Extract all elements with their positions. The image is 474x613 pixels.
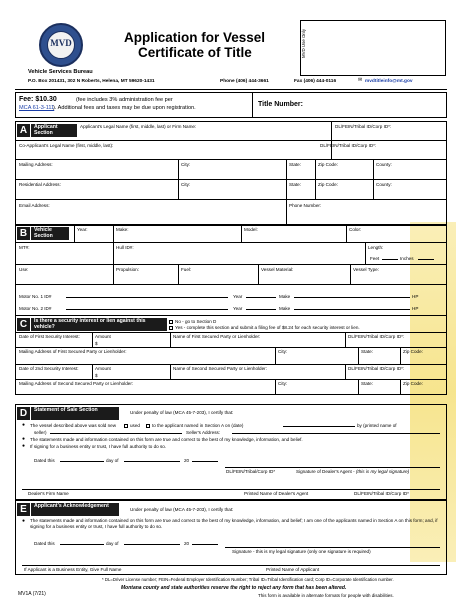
printed-applicant-label: Printed Name of Applicant: [266, 567, 320, 572]
section-e-letter: E: [17, 503, 30, 516]
first-lienholder-state-label: State:: [361, 349, 374, 354]
dealer-dl-label: DL/FEIN/Tribal ID/Corp ID*: [354, 491, 409, 496]
section-c-letter: C: [17, 318, 30, 331]
dealer-signature-label: Signature of Dealer's Agent - (this is my legal signature): [296, 469, 410, 474]
seller-label: seller): [34, 430, 47, 435]
form-title-line1: Application for Vessel: [124, 30, 266, 45]
sale-dated-label: Dated this: [34, 458, 55, 463]
propulsion-label: Propulsion:: [116, 267, 139, 272]
second-lienholder-state-label: State:: [361, 381, 374, 386]
motor2-hp-label: HP: [412, 306, 419, 311]
sold-new-checkbox[interactable]: [124, 424, 128, 428]
residential-state-label: State:: [289, 182, 302, 187]
agency-fax: Fax (406) 444-0116: [294, 79, 337, 84]
fuel-label: Fuel:: [181, 267, 192, 272]
second-lienholder-zip-label: Zip Code:: [403, 381, 423, 386]
dealer-firm-name-label: Dealer's Firm Name: [28, 491, 69, 496]
residential-city-label: City:: [181, 182, 191, 187]
length-feet-label: Feet: [370, 256, 380, 261]
date-first-security-label: Date of First Security Interest:: [19, 334, 80, 339]
motor1-make-label: Make: [279, 294, 291, 299]
motor1-hp-label: HP: [412, 294, 419, 299]
length-inches-label: Inches: [400, 256, 414, 261]
form-id: MV1A (7/21): [18, 591, 46, 597]
sold-used-checkbox[interactable]: [146, 424, 150, 428]
sale-perjury-text: Under penalty of law (MCA 45-7-203), I certify that:: [130, 410, 234, 415]
applicant-name-label: Applicant's Legal Name (first, middle, last) or Firm Name:: [80, 124, 197, 129]
rights-statement: Montana county and state authorities reserve the right to reject any form that has been altered.: [121, 585, 347, 591]
vehicle-color-label: Color:: [349, 227, 362, 232]
mailing-state-label: State:: [289, 162, 302, 167]
ack-dated-label: Dated this: [34, 541, 55, 546]
sold-text-a: The vessel described above was sold new: [30, 423, 117, 428]
first-lienholder-name-label: Name of First Secured Party or Lienholder:: [173, 334, 261, 339]
section-a-title: Applicant Section: [31, 124, 77, 137]
sold-by-label: by (printed name of: [357, 423, 397, 428]
fee-note-a: (fee includes 3% administration fee per: [76, 97, 173, 103]
mvd-use-only-box: [300, 20, 446, 76]
second-lienholder-mailing-label: Mailing Address of Second Secured Party or Lienholder:: [19, 381, 134, 386]
sale-business-statement: If signing for a business entity or trust, I have full authority to do so.: [30, 444, 167, 449]
sold-text-b: to the applicant named in Section A on (date): [152, 423, 244, 428]
vehicle-model-label: Model:: [244, 227, 258, 232]
motor2-make-label: Make: [279, 306, 291, 311]
bureau-name: Vehicle Services Bureau: [28, 69, 93, 75]
first-lienholder-dl-label: DL/FEIN/Tribal ID/Corp ID*:: [348, 334, 405, 339]
residential-county-label: County:: [376, 182, 392, 187]
first-lienholder-city-label: City:: [278, 349, 288, 354]
section-c-title: Is there a security interest or lien against this vehicle?: [31, 318, 167, 331]
agency-address: P.O. Box 201431, 302 N Roberts, Helena, MT 59620-1431: [28, 79, 155, 84]
title-number-label: Title Number:: [258, 101, 303, 108]
lien-yes-checkbox[interactable]: [169, 326, 173, 330]
vessel-type-label: Vessel Type:: [353, 267, 379, 272]
section-a-letter: A: [17, 124, 30, 137]
sale-year-label: 20: [184, 458, 190, 463]
mailing-county-label: County:: [376, 162, 392, 167]
fee-note-b: ). Additional fees and taxes may be due upon registration.: [53, 105, 196, 111]
dealer-agent-printed-label: Printed Name of Dealer's Agent: [244, 491, 309, 496]
vehicle-make-label: Make:: [116, 227, 129, 232]
motor2-year-label: Year: [233, 306, 243, 311]
mailing-zip-label: Zip Code:: [318, 162, 338, 167]
lien-no-label: No - go to Section D: [175, 319, 217, 324]
footnote-text: * DL=Driver License number; FEIN=Federal Employer Identification Number; Tribal ID=Tribal Identification card; Corp ID=Corporate Identification number.: [102, 577, 394, 582]
date-second-security-label: Date of 2nd Security Interest:: [19, 366, 79, 371]
sale-true-statement: The statements made and information contained on this form are true and correct to the best of my knowledge, information, and belief.: [30, 437, 303, 442]
seal-text: MVD: [50, 38, 72, 48]
applicant-dl-label: DL/FEIN/Tribal ID/Corp ID*:: [335, 124, 392, 129]
sale-day-of-label: day of: [106, 458, 119, 463]
amount-second-label: Amount: [95, 366, 111, 371]
vessel-material-label: Vessel Material:: [261, 267, 294, 272]
business-entity-label: If Applicant is a Business Entity, Give Full Name: [24, 567, 122, 572]
lien-yes-label: Yes - complete this section and submit a filing fee of $8.24 for each security interest or lien.: [175, 325, 360, 330]
motor1-year-label: Year: [233, 294, 243, 299]
amount-second-dollar: $: [95, 373, 98, 378]
second-lienholder-name-label: Name of Second Secured Party or Lienholder:: [173, 366, 267, 371]
agency-phone: Phone (406) 444-3661: [220, 79, 269, 84]
dealer-id-label: DL/FEIN/Tribal/Corp ID*: [226, 469, 276, 474]
residential-zip-label: Zip Code:: [318, 182, 338, 187]
mail-icon: ✉: [358, 77, 363, 83]
hull-id-label: Hull ID#:: [116, 245, 134, 250]
length-label: Length:: [368, 245, 384, 250]
section-b-title: Vehicle Section: [31, 227, 69, 240]
alternate-format-note: This form is available in alternate formats for people with disabilities.: [258, 593, 394, 598]
mt-number-label: MT#:: [19, 245, 30, 250]
section-e-title: Applicant's Acknowledgement: [31, 503, 119, 516]
mailing-city-label: City:: [181, 162, 191, 167]
mvd-seal: [39, 23, 83, 67]
section-b-letter: B: [17, 227, 30, 240]
first-lienholder-zip-label: Zip Code:: [403, 349, 423, 354]
form-title-line2: Certificate of Title: [138, 45, 252, 60]
applicant-signature-label: Signature - this is my legal signature (only one signature is required): [232, 549, 371, 554]
first-lienholder-mailing-label: Mailing Address of First Secured Party or Lienholder:: [19, 349, 127, 354]
section-b: [15, 224, 447, 316]
sellers-address-label: Seller's Address:: [186, 430, 221, 435]
amount-first-label: Amount: [95, 334, 111, 339]
second-lienholder-dl-label: DL/FEIN/Tribal ID/Corp ID*:: [348, 366, 405, 371]
residential-address-label: Residential Address:: [19, 182, 61, 187]
ack-perjury-text: Under penalty of law (MCA 45-7-203), I certify that:: [130, 507, 234, 512]
email-label: Email Address:: [19, 203, 50, 208]
section-d-letter: D: [17, 407, 30, 420]
motor2-label: Motor No. 2 ID#: [19, 306, 52, 311]
motor1-label: Motor No. 1 ID#: [19, 294, 52, 299]
co-applicant-label: Co-Applicant's Legal Name (first, middle, last):: [19, 143, 114, 148]
ack-statement: The statements made and information contained on this form are true and correct to the best of my knowledge, information, and belief; I am one of the applicants named in Section A on this form; and, if signing for a business entity or trust, I have full authority to do so.: [30, 518, 438, 529]
sold-used-label: used: [130, 423, 140, 428]
phone-label: Phone Number:: [289, 203, 322, 208]
section-a: [15, 121, 447, 226]
fee-mca-link[interactable]: MCA 61-3-111: [19, 105, 55, 111]
mailing-address-label: Mailing Address:: [19, 162, 53, 167]
second-lienholder-city-label: City:: [278, 381, 288, 386]
fee-amount: Fee: $10.30: [19, 96, 57, 103]
agency-email[interactable]: mvdtitleinfo@mt.gov: [365, 79, 413, 84]
ack-day-of-label: day of: [106, 541, 119, 546]
use-label: Use:: [19, 267, 29, 272]
amount-first-dollar: $: [95, 341, 98, 346]
lien-no-checkbox[interactable]: [169, 320, 173, 324]
co-applicant-dl-label: DL/FEIN/Tribal ID/Corp ID*:: [320, 143, 377, 148]
section-d-title: Statement of Sale Section: [31, 407, 119, 420]
ack-year-label: 20: [184, 541, 190, 546]
vehicle-year-label: Year:: [77, 227, 88, 232]
mvd-use-only-label: MVD Use Only: [301, 28, 307, 59]
